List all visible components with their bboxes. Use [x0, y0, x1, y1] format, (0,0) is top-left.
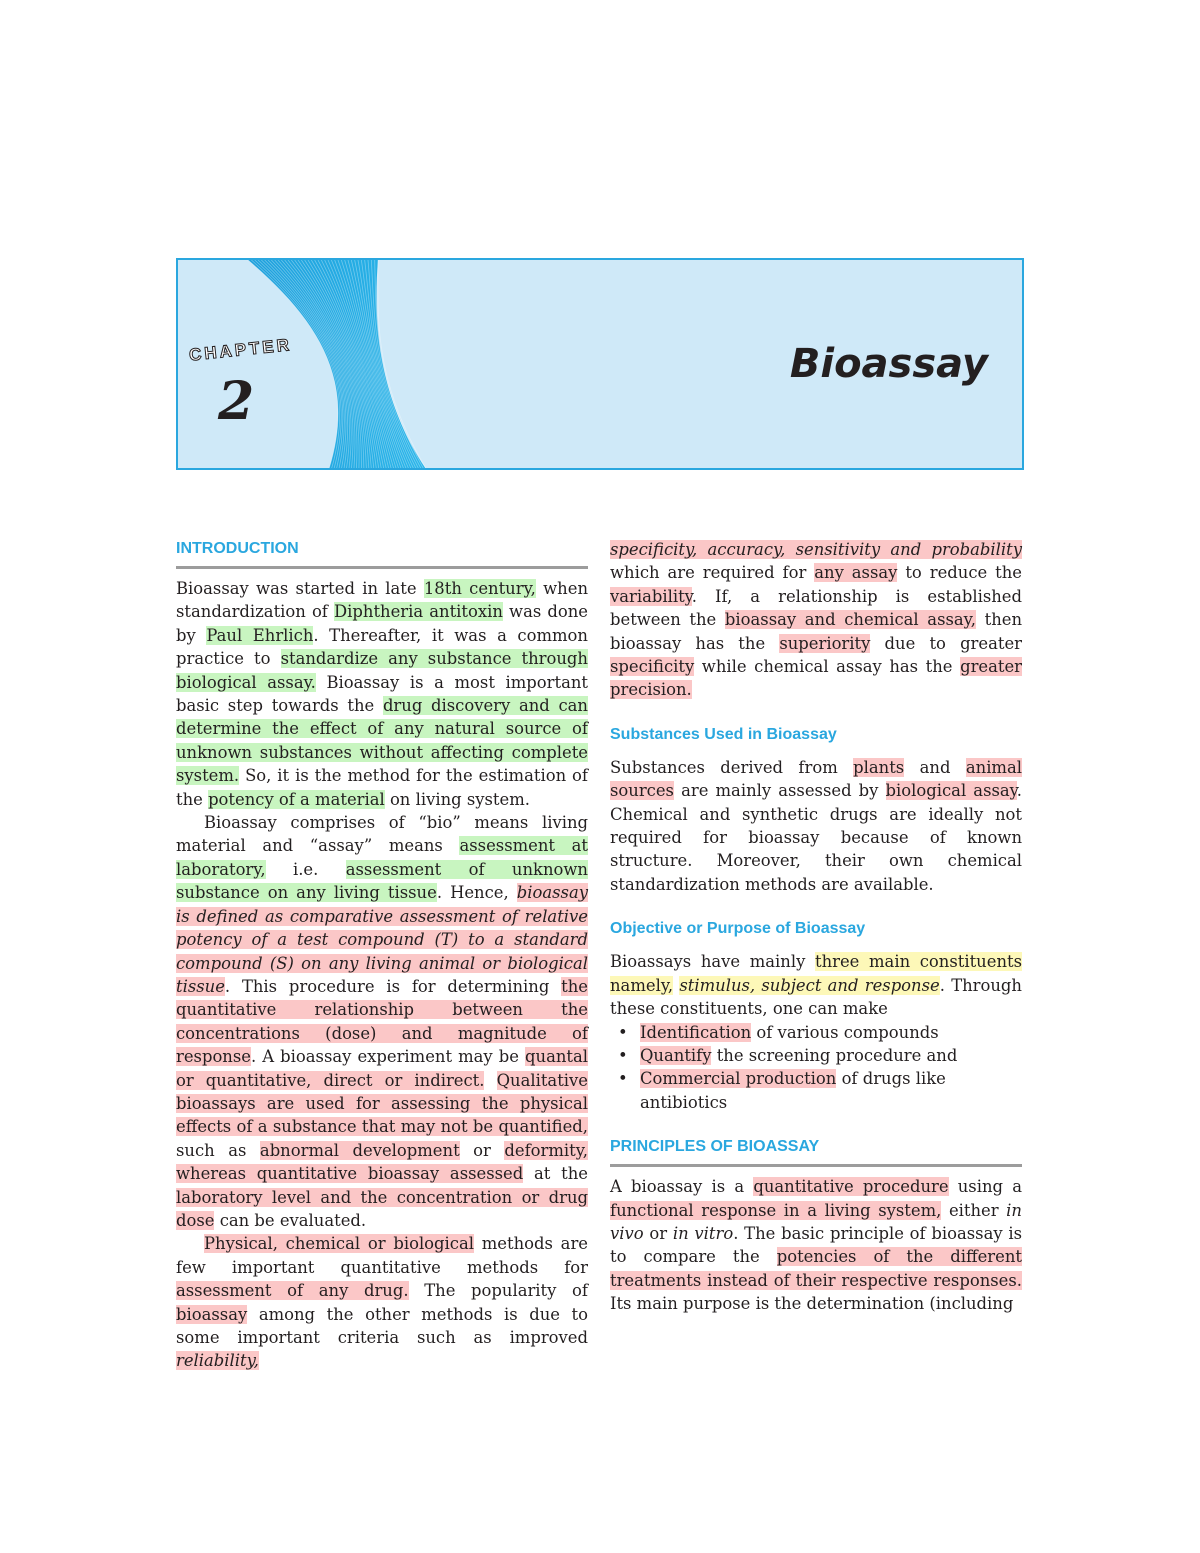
highlighted-text: variability: [610, 586, 692, 606]
text-run: can be evaluated.: [214, 1210, 367, 1230]
text-run: which are required for: [610, 563, 815, 583]
text-run: . The basic principle of bioassay is to compare the: [610, 1223, 1022, 1267]
text-run: [484, 1071, 496, 1090]
highlighted-text: assessment at laboratory,: [176, 836, 588, 879]
objective-list: [610, 1021, 1022, 1115]
highlighted-text: Paul Ehrlich: [206, 625, 314, 645]
highlighted-text: three main constituents namely,: [610, 952, 1022, 995]
substances-paragraph: [610, 756, 1022, 896]
highlighted-text: assessment of any drug.: [176, 1281, 409, 1301]
text-run: i.e.: [265, 859, 346, 879]
highlighted-text: potency of a material: [208, 789, 385, 809]
highlighted-text: bioassay and chemical assay,: [724, 610, 976, 630]
text-run: or: [459, 1140, 505, 1160]
chapter-label: CHAPTER: [188, 335, 293, 365]
intro-paragraph-1: [176, 577, 588, 811]
text-run: in vivo: [610, 1200, 1022, 1243]
objective-heading: Objective or Purpose of Bioassay: [610, 920, 866, 938]
text-run: of various compounds: [751, 1022, 939, 1042]
text-run: . Hence,: [436, 883, 517, 903]
objective-paragraph: [610, 950, 1022, 1020]
highlighted-text: superiority: [779, 633, 871, 653]
text-run: A bioassay is a: [610, 1177, 754, 1197]
text-run: The popularity of: [408, 1281, 588, 1301]
text-run: are mainly assessed by: [673, 781, 886, 801]
text-run: on living system.: [384, 789, 530, 809]
text-run: . A bioassay experiment may be: [250, 1047, 526, 1067]
highlighted-text: stimulus, subject and response: [679, 975, 940, 995]
highlighted-text: biological assay: [885, 781, 1017, 801]
highlighted-text: reliability,: [176, 1351, 259, 1371]
highlighted-text: any assay: [814, 563, 898, 583]
principles-paragraph: [610, 1175, 1022, 1315]
text-run: due to greater: [870, 633, 1022, 653]
text-run: then bioassay has the: [610, 610, 1023, 653]
text-run: methods are few important quantitative methods for: [176, 1234, 588, 1277]
left-column: [176, 538, 588, 1373]
text-run: the screening procedure and: [711, 1045, 958, 1065]
text-run: . If, a relationship is established between the: [610, 586, 1022, 630]
chapter-banner: [176, 258, 1024, 470]
text-run: Its main purpose is the determination (including: [610, 1294, 1014, 1314]
text-run: and: [904, 757, 966, 777]
text-run: . Thereafter, it was a common practice to: [176, 625, 588, 669]
highlighted-text: Commercial production: [640, 1069, 837, 1089]
continued-paragraph: [610, 538, 1022, 702]
highlighted-text: 18th century,: [423, 579, 536, 598]
intro-paragraph-3: [176, 1232, 588, 1372]
highlighted-text: Diphtheria antitoxin: [334, 602, 503, 622]
text-run: or: [643, 1223, 673, 1243]
list-item: [610, 1021, 1022, 1044]
list-item: [610, 1044, 1022, 1067]
text-run: to reduce the: [897, 563, 1022, 583]
highlighted-text: plants: [853, 757, 905, 777]
text-run: such as: [176, 1140, 260, 1160]
text-run: Bioassay is a most important basic step towards the: [176, 672, 588, 716]
text-run: . This procedure is for determining: [224, 976, 562, 996]
text-run: . Through these constituents, one can make: [610, 975, 1022, 1019]
highlighted-text: bioassay: [176, 1304, 248, 1324]
highlighted-text: bioassay is defined as comparative assessment of relative potency of a test compound (T) to a standard compound (S) on any living animal or biological tissue: [176, 883, 588, 996]
highlighted-text: functional response in a living system,: [610, 1200, 942, 1220]
highlighted-text: quantal or quantitative, direct or indirect.: [176, 1047, 588, 1090]
text-run: Substances derived from: [610, 757, 854, 777]
text-run: in vitro: [672, 1223, 734, 1243]
text-run: using a: [948, 1177, 1022, 1197]
text-run: of drugs like antibiotics: [640, 1069, 946, 1112]
principles-heading: PRINCIPLES OF BIOASSAY: [610, 1136, 1022, 1167]
text-run: while chemical assay has the: [694, 657, 961, 677]
text-run: among the other methods is due to some important criteria such as improved: [176, 1304, 588, 1347]
substances-heading: Substances Used in Bioassay: [610, 725, 837, 743]
text-run: was done by: [176, 602, 588, 645]
highlighted-text: the quantitative relationship between the concentrations (dose) and magnitude of response: [176, 976, 588, 1067]
text-run: when standardization of: [176, 579, 588, 622]
highlighted-text: Quantify: [640, 1045, 712, 1065]
highlighted-text: quantitative procedure: [753, 1177, 949, 1197]
text-run: So, it is the method for the estimation of the: [176, 766, 588, 809]
highlighted-text: laboratory level and the concentration or drug dose: [176, 1187, 588, 1230]
highlighted-text: abnormal development: [259, 1140, 460, 1160]
right-column: [610, 538, 1022, 1316]
intro-paragraph-2: [176, 811, 588, 1232]
text-run: Bioassays have mainly: [610, 952, 815, 972]
list-item: [610, 1067, 1022, 1114]
highlighted-text: standardize any substance through biological assay.: [176, 649, 588, 692]
text-run: at the: [523, 1164, 588, 1184]
highlighted-text: deformity, whereas quantitative bioassay assessed: [176, 1140, 589, 1184]
introduction-heading: INTRODUCTION: [176, 538, 588, 569]
highlighted-text: Identification: [640, 1022, 752, 1042]
highlighted-text: greater precision.: [610, 657, 1022, 700]
chapter-title: Bioassay: [789, 341, 988, 387]
highlighted-text: assessment of unknown substance on any living tissue: [176, 859, 588, 903]
highlighted-text: drug discovery and can determine the effect of any natural source of unknown substances without affecting complete system.: [176, 696, 588, 786]
highlighted-text: specificity: [610, 657, 695, 677]
text-run: . Chemical and synthetic drugs are ideally not required for bioassay because of known structure. Moreover, their own chemical standardization methods are available.: [610, 781, 1022, 894]
text-run: either: [941, 1200, 1007, 1220]
text-run: Bioassay comprises of “bio” means living material and “assay” means: [176, 813, 588, 856]
highlighted-text: Physical, chemical or biological: [204, 1234, 474, 1254]
highlighted-text: animal sources: [610, 757, 1022, 801]
highlighted-text: specificity, accuracy, sensitivity and probability: [610, 540, 1022, 559]
text-run: Bioassay was started in late: [176, 579, 424, 598]
highlighted-text: Qualitative bioassays are used for assessing the physical effects of a substance that may not be quantified,: [176, 1070, 588, 1137]
chapter-number: 2: [218, 371, 255, 432]
highlighted-text: potencies of the different treatments instead of their respective responses.: [610, 1247, 1022, 1290]
